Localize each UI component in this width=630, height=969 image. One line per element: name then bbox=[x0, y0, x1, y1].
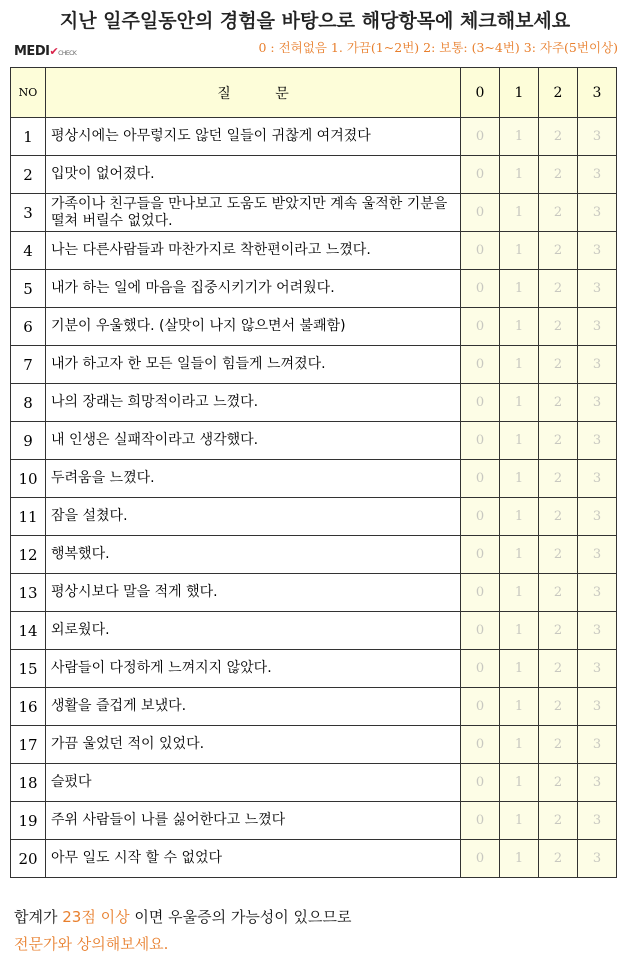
score-option-3[interactable]: 3 bbox=[578, 612, 617, 650]
row-number: 10 bbox=[11, 460, 46, 498]
footer-note bbox=[14, 904, 352, 958]
question-text: 생활을 즐겁게 보냈다. bbox=[46, 688, 461, 726]
table-row bbox=[11, 764, 617, 802]
score-option-0[interactable]: 0 bbox=[461, 232, 500, 270]
table-row bbox=[11, 156, 617, 194]
score-option-0[interactable]: 0 bbox=[461, 574, 500, 612]
score-option-0[interactable]: 0 bbox=[461, 802, 500, 840]
table-row bbox=[11, 422, 617, 460]
score-option-3[interactable]: 3 bbox=[578, 498, 617, 536]
row-number: 9 bbox=[11, 422, 46, 460]
table-row bbox=[11, 270, 617, 308]
question-text: 슬펐다 bbox=[46, 764, 461, 802]
score-option-2[interactable]: 2 bbox=[539, 308, 578, 346]
score-option-2[interactable]: 2 bbox=[539, 194, 578, 232]
table-row bbox=[11, 460, 617, 498]
row-number: 16 bbox=[11, 688, 46, 726]
score-option-0[interactable]: 0 bbox=[461, 346, 500, 384]
row-number: 1 bbox=[11, 118, 46, 156]
row-number: 4 bbox=[11, 232, 46, 270]
row-number: 15 bbox=[11, 650, 46, 688]
page-title: 지난 일주일동안의 경험을 바탕으로 해당항목에 체크해보세요 bbox=[59, 10, 571, 32]
table-row bbox=[11, 498, 617, 536]
table-row bbox=[11, 384, 617, 422]
score-option-3[interactable]: 3 bbox=[578, 156, 617, 194]
row-number: 6 bbox=[11, 308, 46, 346]
score-option-3[interactable]: 3 bbox=[578, 688, 617, 726]
question-text: 주위 사람들이 나를 싫어한다고 느꼈다 bbox=[46, 802, 461, 840]
score-option-3[interactable]: 3 bbox=[578, 346, 617, 384]
score-option-0[interactable]: 0 bbox=[461, 194, 500, 232]
row-number: 5 bbox=[11, 270, 46, 308]
score-option-2[interactable]: 2 bbox=[539, 726, 578, 764]
score-option-1[interactable]: 1 bbox=[500, 802, 539, 840]
header-no: NO bbox=[11, 68, 46, 118]
score-option-1[interactable]: 1 bbox=[500, 422, 539, 460]
score-option-3[interactable]: 3 bbox=[578, 422, 617, 460]
table-row bbox=[11, 650, 617, 688]
header-score-2: 2 bbox=[539, 68, 578, 118]
score-option-2[interactable]: 2 bbox=[539, 422, 578, 460]
row-number: 7 bbox=[11, 346, 46, 384]
table-row bbox=[11, 308, 617, 346]
question-text: 내가 하는 일에 마음을 집중시키기가 어려웠다. bbox=[46, 270, 461, 308]
score-option-2[interactable]: 2 bbox=[539, 270, 578, 308]
score-option-2[interactable]: 2 bbox=[539, 574, 578, 612]
score-option-0[interactable]: 0 bbox=[461, 156, 500, 194]
score-option-1[interactable]: 1 bbox=[500, 612, 539, 650]
header-score-3: 3 bbox=[578, 68, 617, 118]
score-option-3[interactable]: 3 bbox=[578, 764, 617, 802]
question-text: 아무 일도 시작 할 수 없었다 bbox=[46, 840, 461, 878]
score-option-2[interactable]: 2 bbox=[539, 118, 578, 156]
score-option-2[interactable]: 2 bbox=[539, 764, 578, 802]
table-row bbox=[11, 194, 617, 232]
row-number: 14 bbox=[11, 612, 46, 650]
score-option-1[interactable]: 1 bbox=[500, 156, 539, 194]
question-text: 가족이나 친구들을 만나보고 도움도 받았지만 계속 울적한 기분을 떨쳐 버릴수 없었다. bbox=[46, 194, 461, 232]
score-option-3[interactable]: 3 bbox=[578, 536, 617, 574]
score-option-1[interactable]: 1 bbox=[500, 460, 539, 498]
medicheck-logo: MEDI✔CHECK bbox=[14, 44, 77, 59]
row-number: 2 bbox=[11, 156, 46, 194]
score-option-1[interactable]: 1 bbox=[500, 270, 539, 308]
row-number: 20 bbox=[11, 840, 46, 878]
score-option-0[interactable]: 0 bbox=[461, 422, 500, 460]
score-option-0[interactable]: 0 bbox=[461, 840, 500, 878]
row-number: 3 bbox=[11, 194, 46, 232]
score-option-2[interactable]: 2 bbox=[539, 612, 578, 650]
score-option-1[interactable]: 1 bbox=[500, 574, 539, 612]
score-option-1[interactable]: 1 bbox=[500, 346, 539, 384]
score-option-2[interactable]: 2 bbox=[539, 460, 578, 498]
footer-text-2: 이면 우울증의 가능성이 있으므로 bbox=[129, 908, 352, 926]
table-row bbox=[11, 232, 617, 270]
table-row bbox=[11, 536, 617, 574]
score-option-3[interactable]: 3 bbox=[578, 232, 617, 270]
score-option-1[interactable]: 1 bbox=[500, 232, 539, 270]
question-text: 두려움을 느꼈다. bbox=[46, 460, 461, 498]
header-row bbox=[11, 68, 617, 118]
question-text: 내가 하고자 한 모든 일들이 힘들게 느껴졌다. bbox=[46, 346, 461, 384]
table-row bbox=[11, 612, 617, 650]
score-option-2[interactable]: 2 bbox=[539, 346, 578, 384]
row-number: 13 bbox=[11, 574, 46, 612]
score-option-3[interactable]: 3 bbox=[578, 270, 617, 308]
score-option-1[interactable]: 1 bbox=[500, 536, 539, 574]
score-option-0[interactable]: 0 bbox=[461, 688, 500, 726]
score-option-0[interactable]: 0 bbox=[461, 612, 500, 650]
score-option-3[interactable]: 3 bbox=[578, 118, 617, 156]
score-option-0[interactable]: 0 bbox=[461, 536, 500, 574]
score-option-1[interactable]: 1 bbox=[500, 840, 539, 878]
score-option-0[interactable]: 0 bbox=[461, 498, 500, 536]
header-score-0: 0 bbox=[461, 68, 500, 118]
score-option-1[interactable]: 1 bbox=[500, 498, 539, 536]
question-text: 가끔 울었던 적이 있었다. bbox=[46, 726, 461, 764]
score-option-3[interactable]: 3 bbox=[578, 384, 617, 422]
table-row bbox=[11, 840, 617, 878]
score-option-1[interactable]: 1 bbox=[500, 764, 539, 802]
question-text: 행복했다. bbox=[46, 536, 461, 574]
table-row bbox=[11, 118, 617, 156]
score-option-3[interactable]: 3 bbox=[578, 194, 617, 232]
score-option-2[interactable]: 2 bbox=[539, 688, 578, 726]
score-option-3[interactable]: 3 bbox=[578, 726, 617, 764]
score-option-1[interactable]: 1 bbox=[500, 726, 539, 764]
score-option-0[interactable]: 0 bbox=[461, 308, 500, 346]
score-option-3[interactable]: 3 bbox=[578, 460, 617, 498]
score-option-2[interactable]: 2 bbox=[539, 156, 578, 194]
row-number: 12 bbox=[11, 536, 46, 574]
header-score-1: 1 bbox=[500, 68, 539, 118]
question-text: 평상시에는 아무렇지도 않던 일들이 귀찮게 여겨졌다 bbox=[46, 118, 461, 156]
score-option-1[interactable]: 1 bbox=[500, 384, 539, 422]
score-option-1[interactable]: 1 bbox=[500, 194, 539, 232]
row-number: 8 bbox=[11, 384, 46, 422]
score-option-3[interactable]: 3 bbox=[578, 802, 617, 840]
score-option-2[interactable]: 2 bbox=[539, 536, 578, 574]
questionnaire-table bbox=[10, 67, 617, 878]
table-row bbox=[11, 802, 617, 840]
question-text: 잠을 설쳤다. bbox=[46, 498, 461, 536]
score-option-2[interactable]: 2 bbox=[539, 498, 578, 536]
table-row bbox=[11, 346, 617, 384]
footer-text: 합계가 bbox=[14, 908, 63, 926]
question-text: 나는 다른사람들과 마찬가지로 착한편이라고 느꼈다. bbox=[46, 232, 461, 270]
score-option-0[interactable]: 0 bbox=[461, 384, 500, 422]
score-legend: 0 : 전혀없음 1. 가끔(1~2번) 2: 보통: (3~4번) 3: 자주(5번이상) bbox=[258, 40, 618, 55]
score-option-1[interactable]: 1 bbox=[500, 650, 539, 688]
table-row bbox=[11, 688, 617, 726]
score-option-1[interactable]: 1 bbox=[500, 688, 539, 726]
footer-advice: 전문가와 상의해보세요. bbox=[14, 935, 169, 953]
question-text: 나의 장래는 희망적이라고 느꼈다. bbox=[46, 384, 461, 422]
score-option-2[interactable]: 2 bbox=[539, 384, 578, 422]
table-row bbox=[11, 574, 617, 612]
row-number: 17 bbox=[11, 726, 46, 764]
row-number: 11 bbox=[11, 498, 46, 536]
score-option-0[interactable]: 0 bbox=[461, 726, 500, 764]
score-option-0[interactable]: 0 bbox=[461, 270, 500, 308]
header-question: 질 문 bbox=[46, 68, 461, 118]
score-option-1[interactable]: 1 bbox=[500, 308, 539, 346]
question-text: 평상시보다 말을 적게 했다. bbox=[46, 574, 461, 612]
score-option-2[interactable]: 2 bbox=[539, 840, 578, 878]
score-option-0[interactable]: 0 bbox=[461, 650, 500, 688]
score-option-1[interactable]: 1 bbox=[500, 118, 539, 156]
score-option-2[interactable]: 2 bbox=[539, 232, 578, 270]
question-text: 사람들이 다정하게 느껴지지 않았다. bbox=[46, 650, 461, 688]
score-option-0[interactable]: 0 bbox=[461, 764, 500, 802]
question-text: 기분이 우울했다. (살맛이 나지 않으면서 불쾌함) bbox=[46, 308, 461, 346]
score-option-2[interactable]: 2 bbox=[539, 650, 578, 688]
score-option-3[interactable]: 3 bbox=[578, 574, 617, 612]
footer-threshold: 23점 이상 bbox=[62, 908, 130, 926]
score-option-2[interactable]: 2 bbox=[539, 802, 578, 840]
score-option-0[interactable]: 0 bbox=[461, 118, 500, 156]
row-number: 19 bbox=[11, 802, 46, 840]
question-text: 입맛이 없어졌다. bbox=[46, 156, 461, 194]
question-text: 내 인생은 실패작이라고 생각했다. bbox=[46, 422, 461, 460]
table-row bbox=[11, 726, 617, 764]
row-number: 18 bbox=[11, 764, 46, 802]
score-option-3[interactable]: 3 bbox=[578, 650, 617, 688]
score-option-3[interactable]: 3 bbox=[578, 308, 617, 346]
question-text: 외로웠다. bbox=[46, 612, 461, 650]
score-option-3[interactable]: 3 bbox=[578, 840, 617, 878]
score-option-0[interactable]: 0 bbox=[461, 460, 500, 498]
